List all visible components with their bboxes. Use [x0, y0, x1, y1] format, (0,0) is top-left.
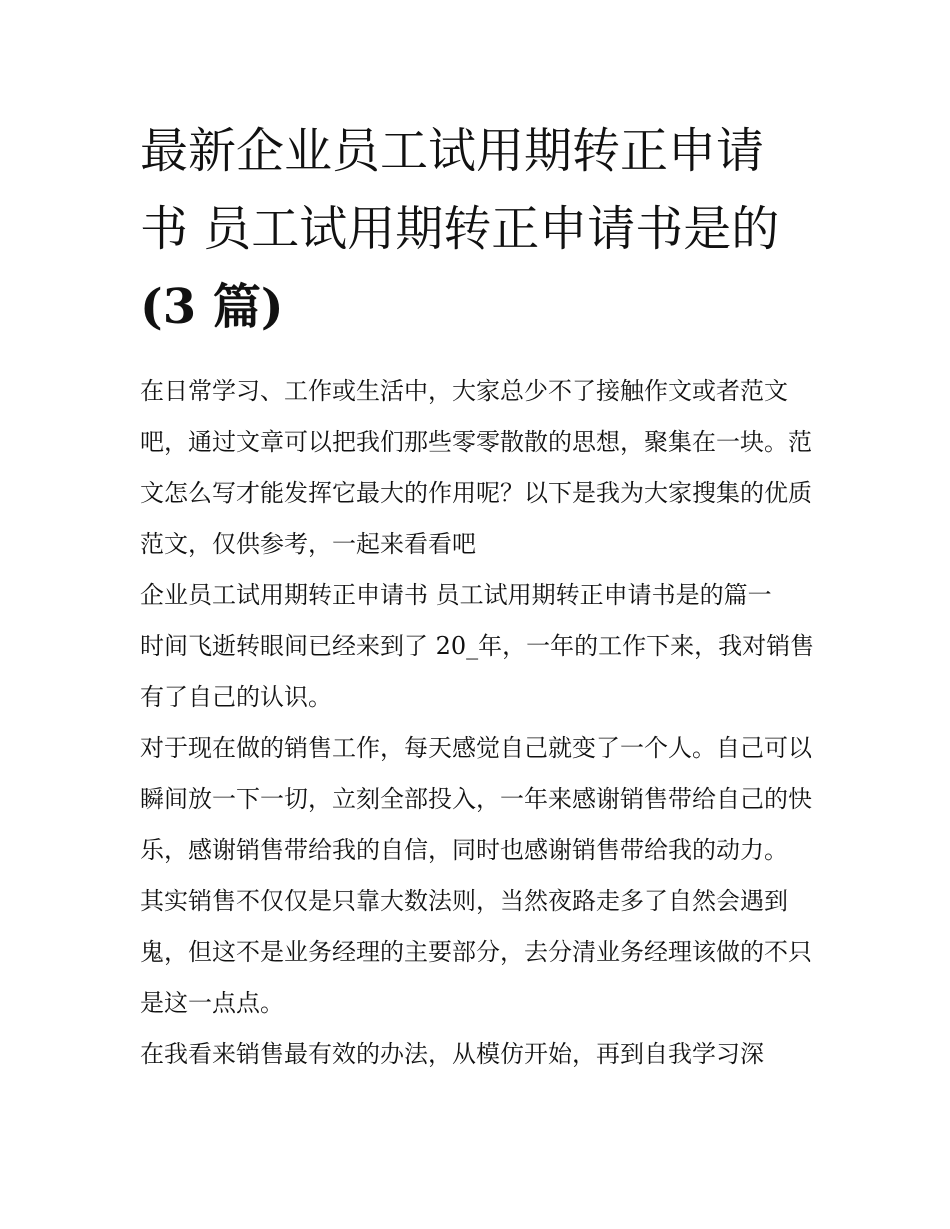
document-body: [140, 366, 820, 1080]
title-line-3: (3 篇): [140, 279, 284, 335]
document-title: [140, 112, 820, 346]
paragraph-3: 其实销售不仅仅是只靠大数法则，当然夜路走多了自然会遇到鬼，但这不是业务经理的主要部分，去分清业务经理该做的不只是这一点点。: [140, 887, 812, 1017]
paragraph-1: 时间飞逝转眼间已经来到了 20_年，一年的工作下来，我对销售有了自己的认识。: [140, 632, 815, 711]
paragraph-intro: 在日常学习、工作或生活中，大家总少不了接触作文或者范文吧，通过文章可以把我们那些零零散散的思想，聚集在一块。范文怎么写才能发挥它最大的作用呢？以下是我为大家搜集的优质范文，仅供参考，一起来看看吧: [140, 377, 812, 558]
paragraph-2: 对于现在做的销售工作，每天感觉自己就变了一个人。自己可以瞬间放一下一切，立刻全部投入，一年来感谢销售带给自己的快乐，感谢销售带给我的自信，同时也感谢销售带给我的动力。: [140, 734, 812, 864]
title-line-2: 书 员工试用期转正申请书是的: [140, 201, 780, 257]
document-content: [140, 112, 820, 1080]
paragraph-section-heading: 企业员工试用期转正申请书 员工试用期转正申请书是的篇一: [140, 581, 772, 609]
title-line-1: 最新企业员工试用期转正申请: [140, 123, 765, 179]
paragraph-4: 在我看来销售最有效的办法，从模仿开始，再到自我学习深: [140, 1040, 764, 1068]
